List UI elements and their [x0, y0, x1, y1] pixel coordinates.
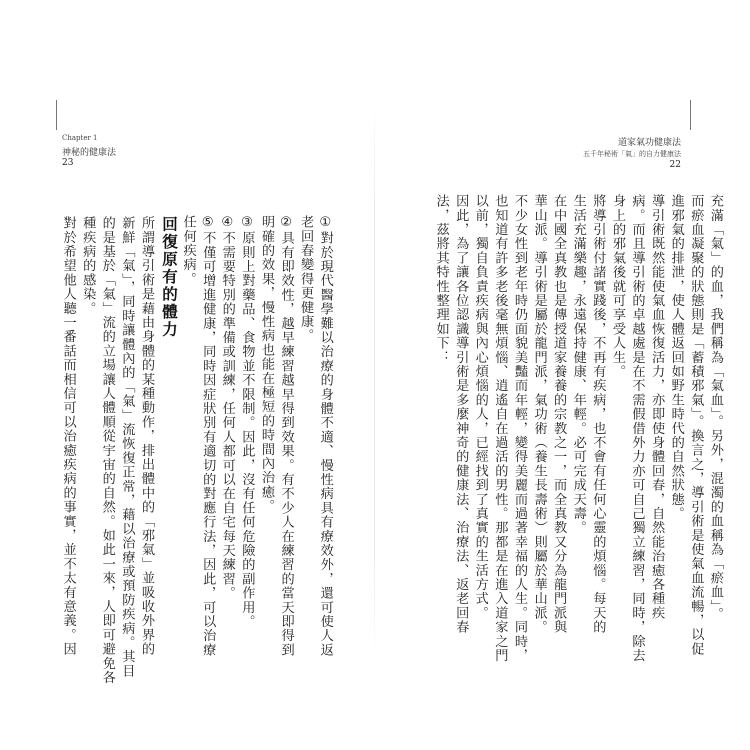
- text-line: 法，茲將其特性整理如下：: [433, 194, 449, 365]
- text-line: 充滿「氣」的血，我們稱為「氣血」。另外，混濁的血稱為「瘀血」。: [707, 194, 723, 621]
- text-line: 對於希望他人聽一番話而相信可以治癒疾病的事實，並不太有意義。因: [60, 216, 76, 657]
- book-subtitle: 五千年秘術「氣」的自力健康法: [583, 150, 681, 158]
- right-page: [375, 0, 750, 750]
- text-line: 導引術既然能使氣血恢復活力，亦即使身體回春，自然能治癒各種疾: [649, 194, 665, 620]
- chapter-title: 神秘的健康法: [62, 148, 117, 158]
- list-line: ②具有即效性，越早練習越早得到效果。有不少人在練習的當天即得到: [278, 215, 294, 657]
- page-number: 23: [62, 158, 74, 168]
- text-line: 以前，獨自負責疾病與內心煩惱的人，已經找到了真實的生活方式。: [472, 194, 488, 620]
- text-line: 因此，為了讓各位認識導引術是多麼神奇的健康法、治療法、返老回春: [453, 194, 469, 635]
- text-line: 病。而且導引術的卓越處是在不需假借外力亦可自己獨立練習，同時，除去: [629, 194, 645, 663]
- page-number: 22: [669, 160, 681, 170]
- body-text: [431, 194, 725, 663]
- text-line: 進邪氣的排泄，使人體返回如野生時代的自然狀態。: [668, 194, 684, 521]
- text-line: 不少女性到老年時仍面貌美豔而年輕，變得美麗而過著幸福的人生。同時，: [511, 194, 527, 663]
- text-line: 而瘀血凝聚的狀態則是「蓄積邪氣」。換言之，導引術是使氣血流暢，以促: [688, 194, 704, 656]
- text-line: 種疾病的感染。: [80, 216, 96, 316]
- text-line: 新鮮「氣」，同時讓體內的「氣」流恢復正常，藉以治療或預防疾病。其目: [119, 216, 135, 678]
- text-line: 也知道有許多老後毫無煩惱、逍遙自在過活的男性。那都是在進入道家之門: [492, 194, 508, 663]
- list-line: ④不需要特別的準備或訓練，任何人都可以在自宅每天練習。: [219, 215, 235, 601]
- text-line: 生活充滿樂趣，永遠保持健康、年輕。必可完成天壽。: [570, 194, 586, 535]
- header-rule: [690, 100, 691, 130]
- section-body: [58, 216, 156, 685]
- text-line: 的是基於「氣」流的立場讓人體順從宇宙的自然。如此一來，人即可避免各: [99, 216, 115, 685]
- section-heading: 回復原有的體力: [160, 216, 178, 339]
- text-line: 華山派。導引術是屬於龍門派，氣功術（養生長壽術）則屬於華山派。: [531, 194, 547, 635]
- text-line: 所謂導引術是藉由身體的某種動作，排出體中的「邪氣」並吸收外界的: [138, 216, 154, 657]
- list-line: ⑤不僅可增進健康，同時因症狀別有適切的對應行法，因此，可以治療: [200, 215, 216, 657]
- text-line: 在中國全真教也是傳授道家養養的宗教之一，而全真教又分為龍門派與: [551, 194, 567, 635]
- list-line: 明確的效果，慢性病也能在極短的時間內治癒。: [258, 215, 274, 514]
- text-line: 將導引術付諸實踐後，不再有疾病，也不會有任何心靈的煩惱。每天的: [590, 194, 606, 635]
- chapter-label: Chapter 1: [62, 134, 98, 142]
- header-rule: [56, 100, 57, 130]
- numbered-list: [178, 215, 335, 657]
- book-title: 道家氣功健康法: [617, 138, 681, 148]
- list-line: ①對於現代醫學難以治療的身體不適、慢性病具有療效外，還可使人返: [317, 215, 333, 657]
- list-line: ③原則上對藥品、食物並不限制。因此，沒有任何危險的副作用。: [239, 215, 255, 629]
- text-line: 身上的邪氣後就可享受人生。: [609, 194, 625, 379]
- list-line: 老回春變得更健康。: [298, 215, 314, 343]
- list-line: 任何疾病。: [180, 215, 196, 286]
